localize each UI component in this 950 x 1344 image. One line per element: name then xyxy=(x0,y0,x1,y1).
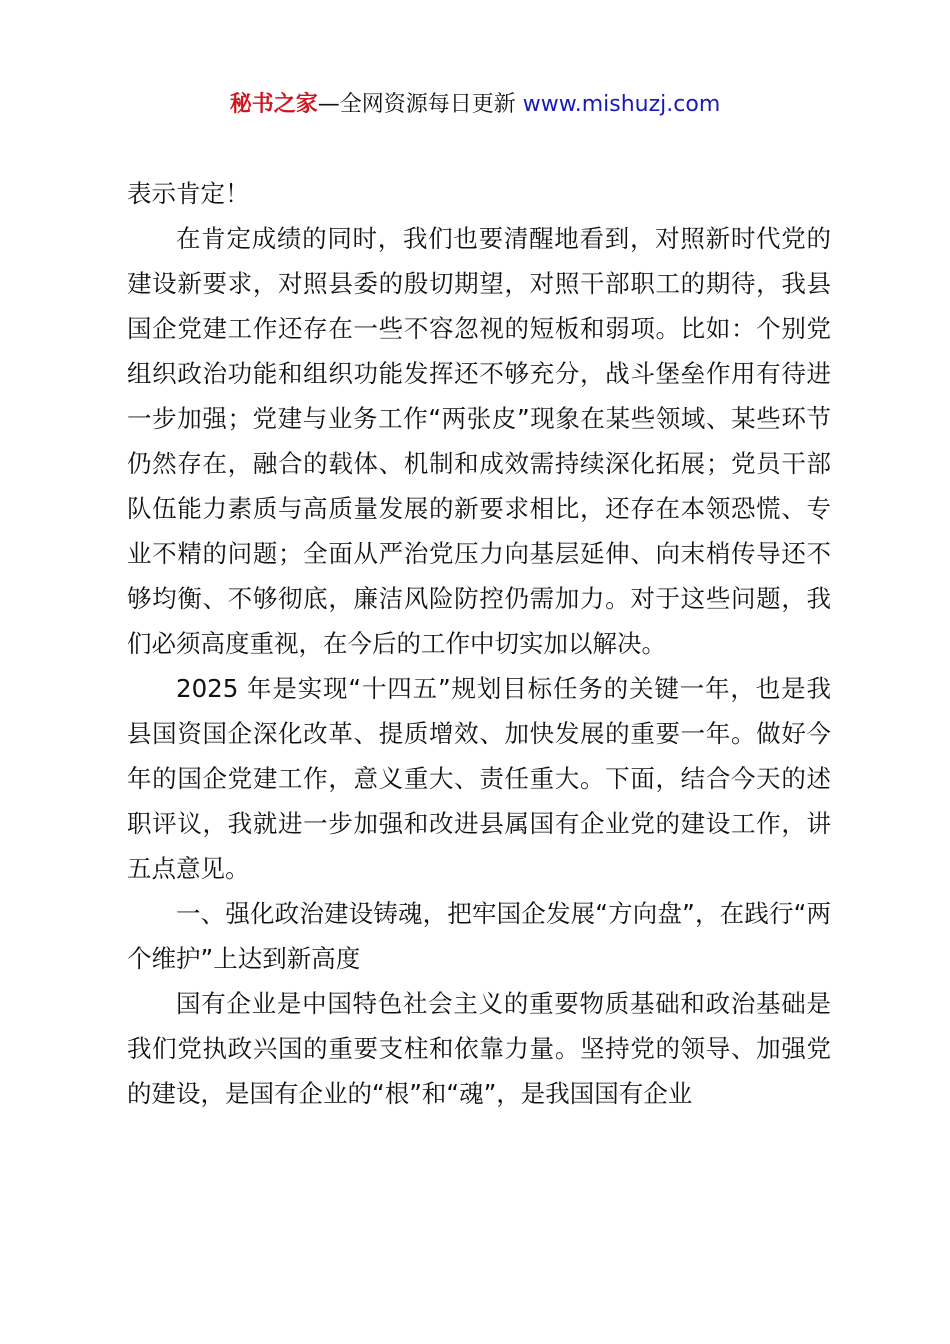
section-heading-1: 一、强化政治建设铸魂，把牢国企发展“方向盘”，在践行“两个维护”上达到新高度 xyxy=(127,899,831,973)
page-header xyxy=(0,88,950,122)
paragraph-continuation: 表示肯定！ xyxy=(127,179,250,208)
paragraph-shortcomings: 在肯定成绩的同时，我们也要清醒地看到，对照新时代党的建设新要求，对照县委的殷切期望，对照干部职工的期待，我县国企党建工作还存在一些不容忽视的短板和弱项。比如：个别党组织政治功能和组织功能发挥还不够充分，战斗堡垒作用有待进一步加强；党建与业务工作“两张皮”现象在某些领域、某些环节仍然存在，融合的载体、机制和成效需持续深化拓展；党员干部队伍能力素质与高质量发展的新要求相比，还存在本领恐慌、专业不精的问题；全面从严治党压力向基层延伸、向末梢传导还不够均衡、不够彻底，廉洁风险防控仍需加力。对于这些问题，我们必须高度重视，在今后的工作中切实加以解决。 xyxy=(127,224,831,658)
paragraph-year-2025: 2025 年是实现“十四五”规划目标任务的关键一年，也是我县国资国企深化改革、提质增效、加快发展的重要一年。做好今年的国企党建工作，意义重大、责任重大。下面，结合今天的述职评议，我就进一步加强和改进县属国有企业党的建设工作，讲五点意见。 xyxy=(127,674,831,883)
header-tagline: —全网资源每日更新 xyxy=(317,92,523,117)
document-body xyxy=(127,171,831,1116)
paragraph-soe-importance: 国有企业是中国特色社会主义的重要物质基础和政治基础是我们党执政兴国的重要支柱和依靠力量。坚持党的领导、加强党的建设，是国有企业的“根”和“魂”，是我国国有企业 xyxy=(127,989,831,1108)
header-url-link[interactable]: www.mishuzj.com xyxy=(522,92,721,117)
brand-name: 秘书之家 xyxy=(229,92,318,117)
